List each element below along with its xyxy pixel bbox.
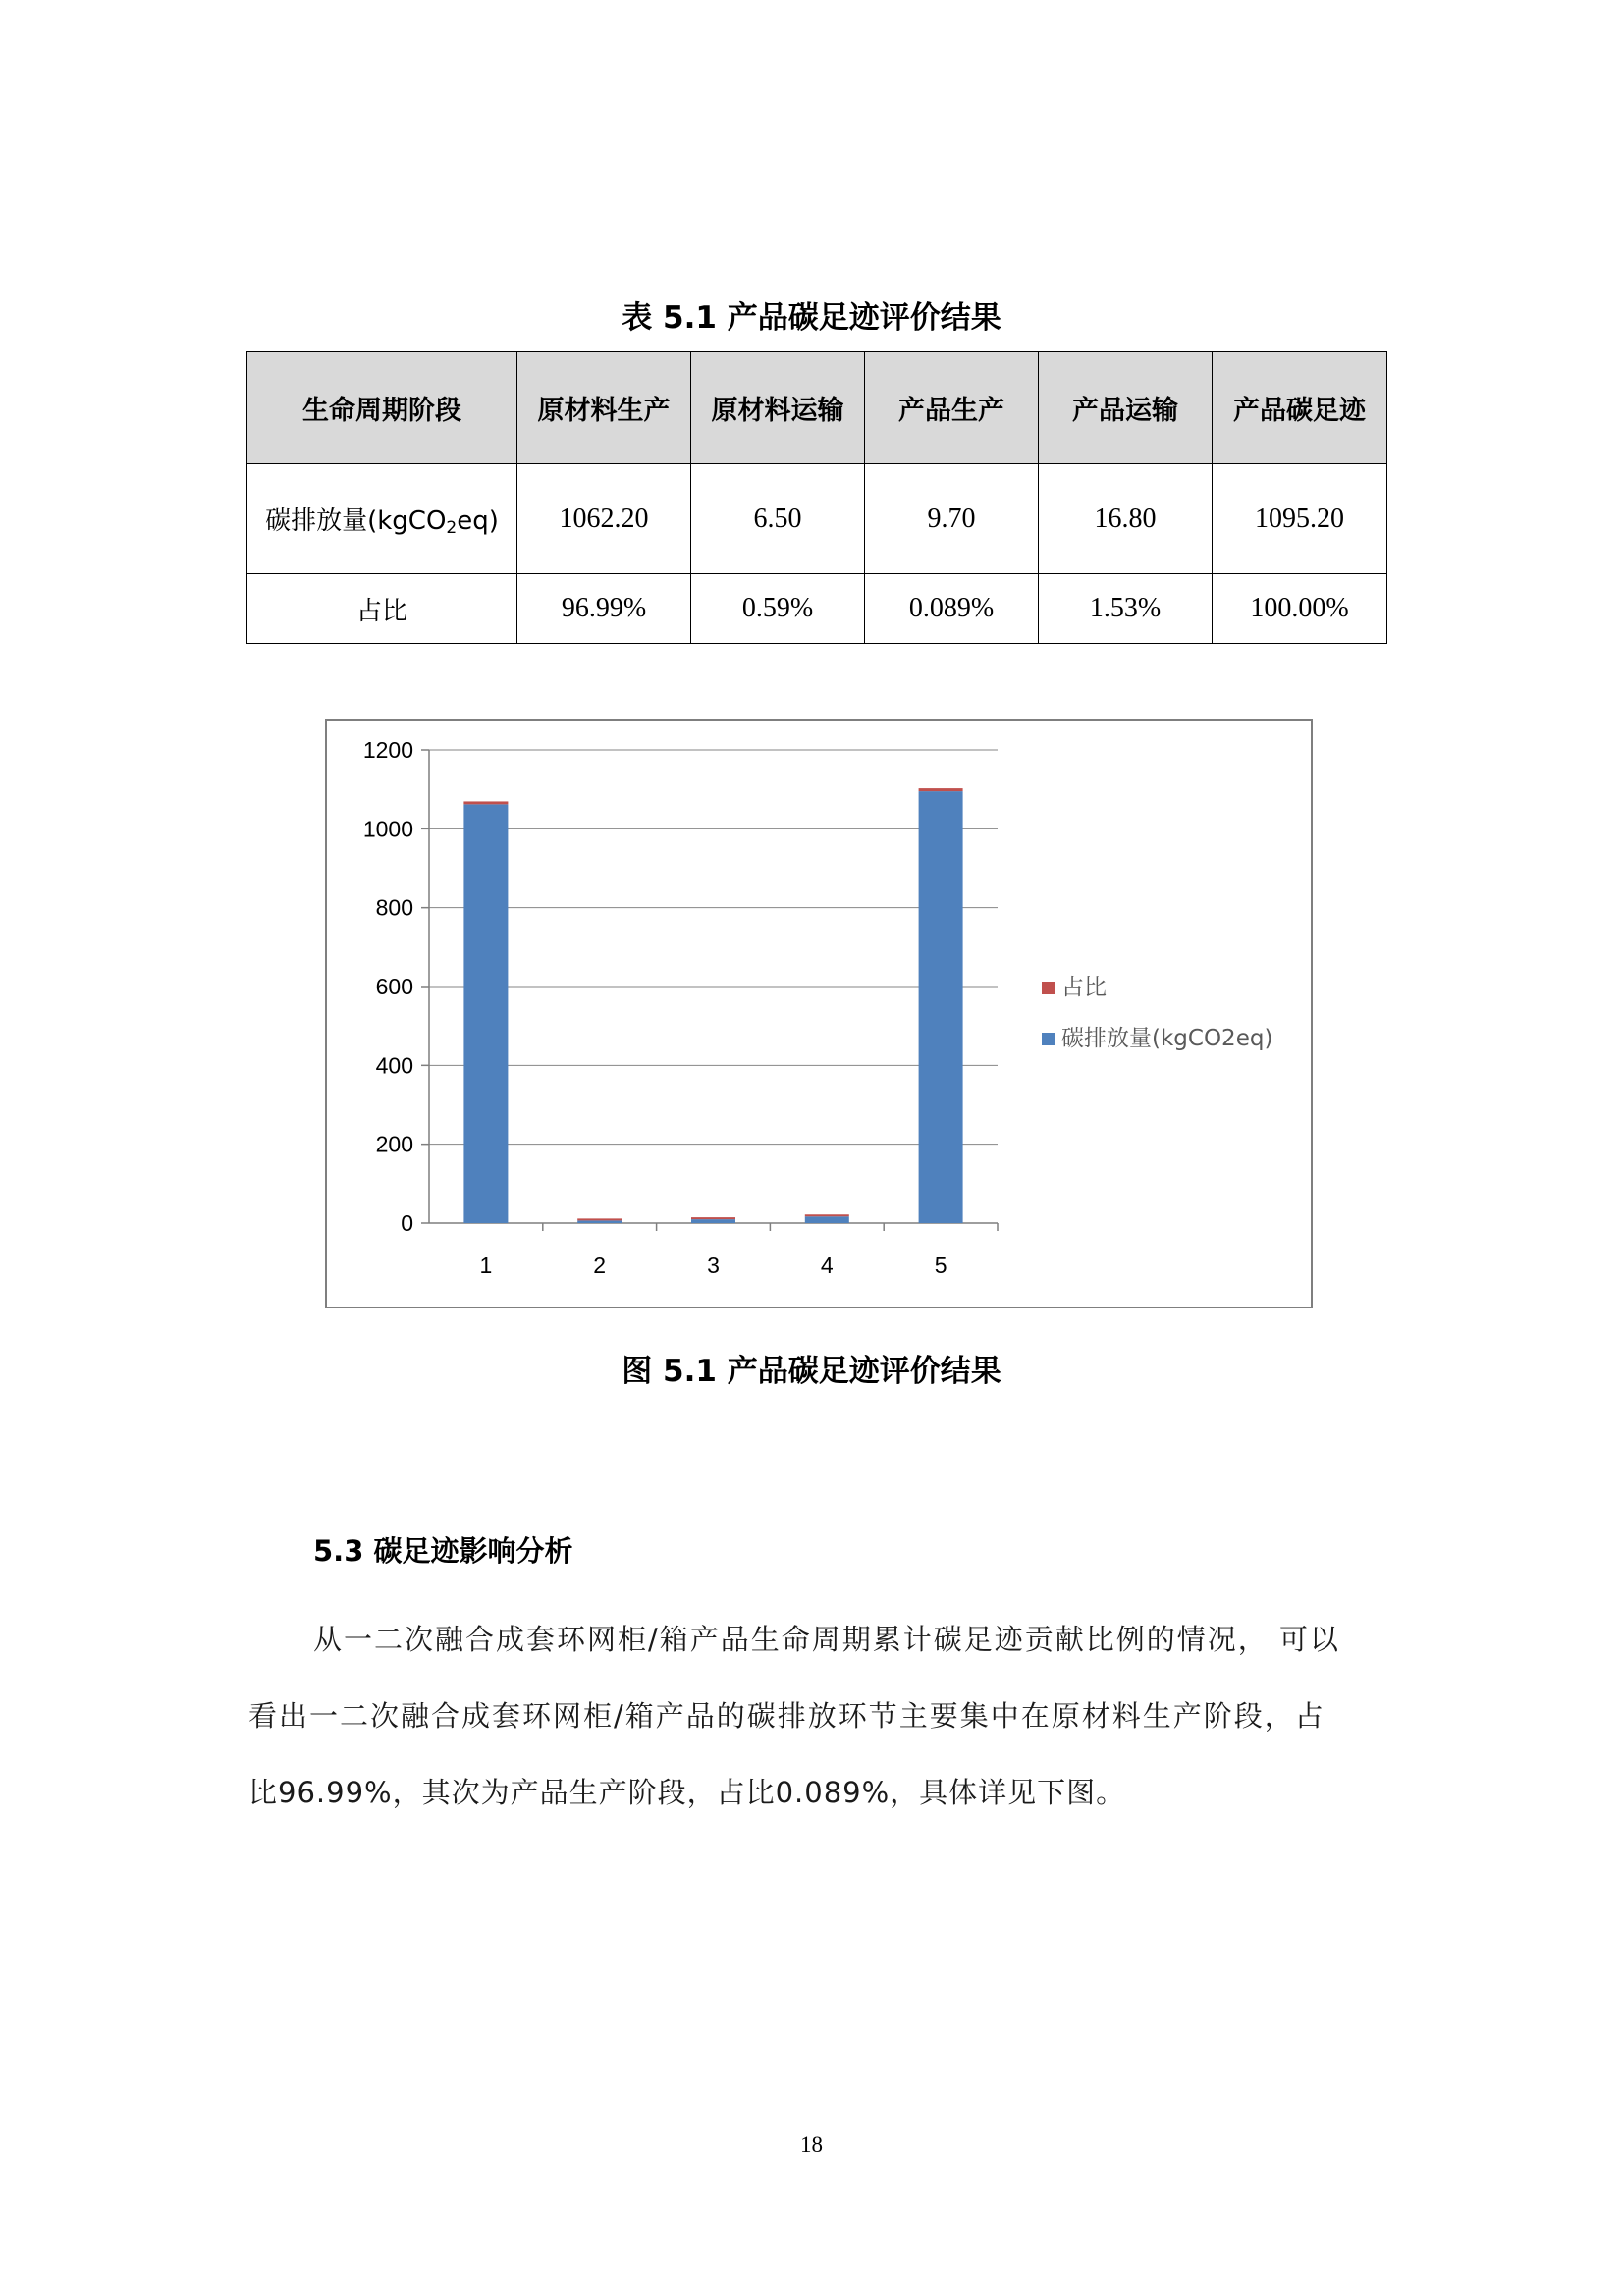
bar-share: [919, 788, 963, 791]
table-cell: 6.50: [691, 464, 865, 574]
paragraph-line: 从一二次融合成套环网柜/箱产品生命周期累计碳足迹贡献比例的情况， 可以: [313, 1623, 1340, 1656]
table-cell: 100.00%: [1213, 574, 1387, 644]
table-cell: 1095.20: [1213, 464, 1387, 574]
x-tick-label: 4: [820, 1253, 834, 1278]
table-cell: 0.089%: [865, 574, 1039, 644]
header-raw-material-production: 原材料生产: [517, 352, 691, 464]
table-row-emissions: [247, 464, 1387, 574]
row-label-emissions: [247, 464, 517, 574]
legend-label: 碳排放量(kgCO2eq): [1061, 1026, 1273, 1051]
figure-caption: 图 5.1 产品碳足迹评价结果: [622, 1354, 1001, 1389]
x-tick-label: 3: [707, 1253, 720, 1278]
x-tick-label: 5: [934, 1253, 947, 1278]
table-cell: 96.99%: [517, 574, 691, 644]
bar-emissions: [691, 1219, 735, 1223]
table-caption: 表 5.1 产品碳足迹评价结果: [622, 300, 1001, 336]
table-cell: 9.70: [865, 464, 1039, 574]
y-tick-label: 0: [401, 1210, 413, 1236]
y-tick-label: 1000: [362, 816, 413, 842]
bar-share: [463, 801, 508, 804]
page-number: 18: [800, 2132, 823, 2157]
legend-swatch: [1042, 982, 1055, 994]
row-label-emissions-suffix: eq): [457, 506, 499, 536]
y-tick-label: 200: [375, 1131, 413, 1157]
bar-chart: [325, 719, 1313, 1308]
legend-swatch: [1042, 1033, 1055, 1045]
header-product-footprint: 产品碳足迹: [1213, 352, 1387, 464]
bar-share: [805, 1214, 849, 1216]
header-raw-material-transport: 原材料运输: [691, 352, 865, 464]
bar-emissions: [577, 1220, 622, 1223]
bar-emissions: [463, 804, 508, 1223]
header-product-transport: 产品运输: [1039, 352, 1213, 464]
row-label-emissions-subscript: 2: [446, 517, 458, 538]
bar-emissions: [919, 791, 963, 1223]
table-cell: 1.53%: [1039, 574, 1213, 644]
y-tick-label: 600: [375, 974, 413, 999]
section-heading: 5.3 碳足迹影响分析: [313, 1534, 573, 1568]
bar-emissions: [805, 1216, 849, 1223]
y-tick-label: 1200: [362, 737, 413, 763]
paragraph-line: 看出一二次融合成套环网柜/箱产品的碳排放环节主要集中在原材料生产阶段，占: [248, 1699, 1325, 1733]
bar-share: [577, 1218, 622, 1220]
paragraph-line: 比96.99%，其次为产品生产阶段，占比0.089%，具体详见下图。: [248, 1776, 1126, 1809]
table-cell: 0.59%: [691, 574, 865, 644]
table-row-share: [247, 574, 1387, 644]
row-label-share: 占比: [247, 574, 517, 644]
header-lifecycle-stage: 生命周期阶段: [247, 352, 517, 464]
table-cell: 16.80: [1039, 464, 1213, 574]
header-product-production: 产品生产: [865, 352, 1039, 464]
x-tick-label: 1: [479, 1253, 493, 1278]
y-tick-label: 400: [375, 1052, 413, 1079]
table-header-row: [247, 352, 1387, 464]
x-tick-label: 2: [593, 1253, 607, 1278]
row-label-emissions-prefix: 碳排放量(kgCO: [265, 506, 447, 536]
bar-share: [691, 1217, 735, 1219]
carbon-footprint-table: [246, 351, 1387, 644]
legend-label: 占比: [1061, 975, 1107, 1000]
table-cell: 1062.20: [517, 464, 691, 574]
y-tick-label: 800: [375, 894, 413, 921]
